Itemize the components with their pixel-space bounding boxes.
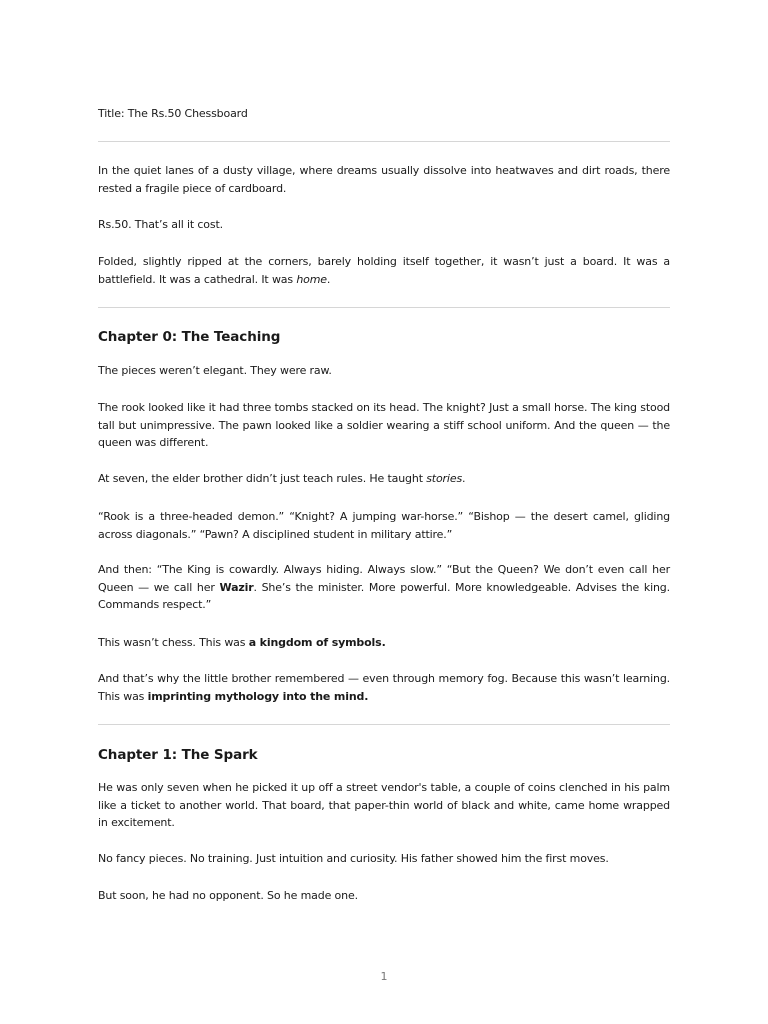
chapter-0-paragraph-1: The pieces weren’t elegant. They were raw.: [98, 364, 332, 377]
chapter-1-paragraph-1: He was only seven when he picked it up off a street vendor's table, a couple of coins clenched in his palm like a ticket to another world. That board, that paper-thin world of black and white, came home wrapped in excitement.: [98, 781, 670, 829]
divider: [98, 724, 670, 725]
bold-kingdom-of-symbols: a kingdom of symbols.: [248, 636, 386, 649]
chapter-0-paragraph-7: And that’s why the little brother remembered — even through memory fog. Because this wasn’t learning. This was imprinting mythology into the mind.: [98, 672, 670, 703]
chapter-0-paragraph-6: This wasn’t chess. This was a kingdom of symbols.: [98, 636, 386, 649]
intro-paragraph-3: Folded, slightly ripped at the corners, barely holding itself together, it wasn’t just a board. It was a battlefield. It was a cathedral. It was home.: [98, 255, 670, 286]
bold-imprinting-mythology: imprinting mythology into the mind.: [147, 689, 369, 703]
title-line: Title: The Rs.50 Chessboard: [98, 107, 248, 120]
emphasis-home: home: [296, 272, 327, 286]
emphasis-stories: stories: [426, 472, 463, 485]
chapter-0-heading: Chapter 0: The Teaching: [98, 329, 281, 345]
chapter-1-paragraph-3: But soon, he had no opponent. So he made one.: [98, 889, 358, 902]
divider: [98, 141, 670, 142]
chapter-1-heading: Chapter 1: The Spark: [98, 747, 258, 763]
intro-paragraph-1: In the quiet lanes of a dusty village, where dreams usually dissolve into heatwaves and dirt roads, there rested a fragile piece of cardboard.: [98, 164, 670, 195]
page-number: 1: [380, 970, 388, 983]
chapter-0-paragraph-3: At seven, the elder brother didn’t just teach rules. He taught stories.: [98, 472, 466, 485]
divider: [98, 307, 670, 308]
intro-paragraph-2: Rs.50. That’s all it cost.: [98, 218, 223, 231]
chapter-0-paragraph-2: The rook looked like it had three tombs stacked on its head. The knight? Just a small horse. The king stood tall but unimpressive. The pawn looked like a soldier wearing a stiff school uniform. And the queen — the queen was different.: [98, 401, 670, 449]
chapter-0-paragraph-4: “Rook is a three-headed demon.” “Knight? A jumping war-horse.” “Bishop — the desert camel, gliding across diagonals.” “Pawn? A disciplined student in military attire.”: [98, 510, 670, 541]
chapter-1-paragraph-2: No fancy pieces. No training. Just intuition and curiosity. His father showed him the first moves.: [98, 852, 609, 865]
chapter-0-paragraph-5: And then: “The King is cowardly. Always hiding. Always slow.” “But the Queen? We don’t even call her Queen — we call her Wazir. She’s the minister. More powerful. More knowledgeable. Advises the king. Commands respect.”: [98, 563, 670, 611]
bold-wazir: Wazir: [219, 580, 254, 594]
